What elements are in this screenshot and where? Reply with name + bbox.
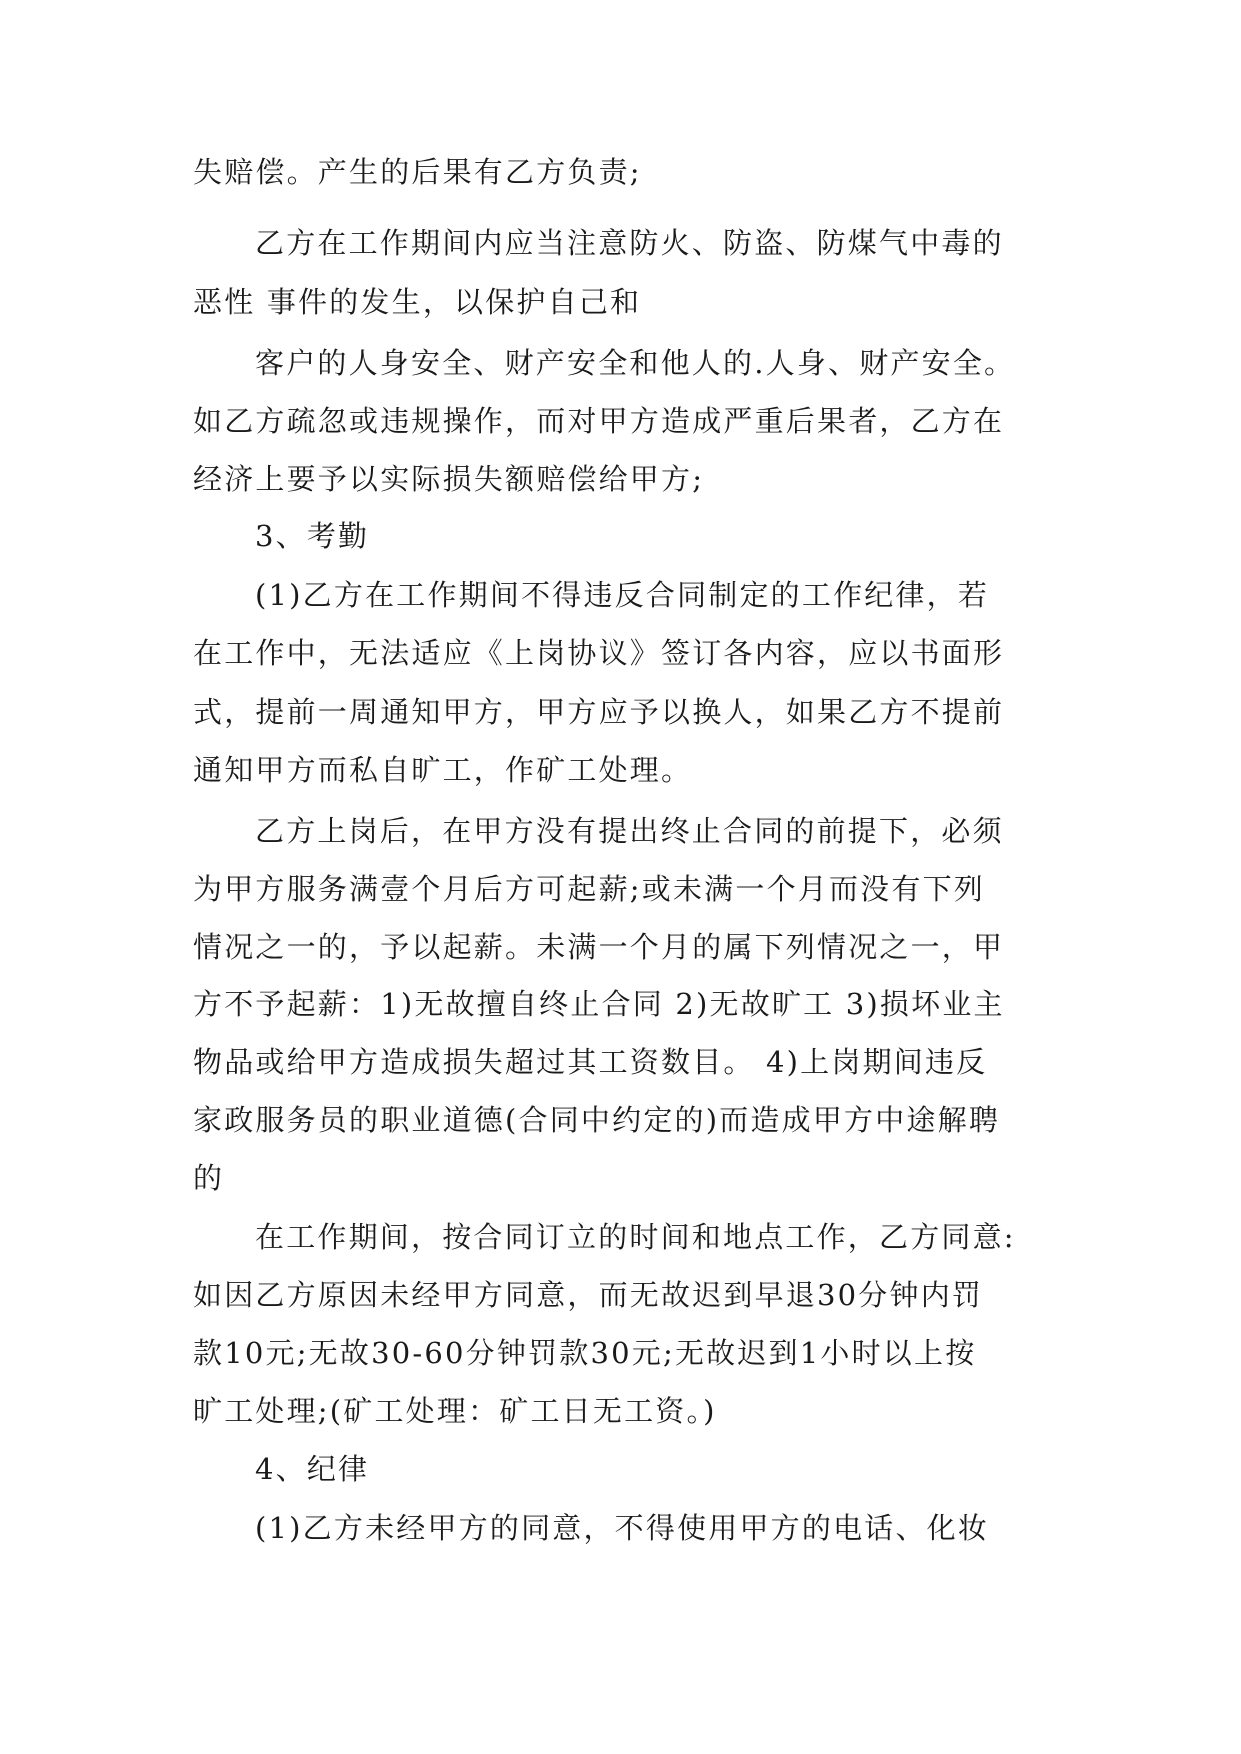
text-line: 款10元;无故30-60分钟罚款30元;无故迟到1小时以上按 [193,1336,977,1370]
section-heading: 3、考勤 [255,519,370,553]
text-line: 如因乙方原因未经甲方同意，而无故迟到早退30分钟内罚 [193,1278,984,1312]
text-line: 恶性 事件的发生，以保护自己和 [193,285,642,319]
text-line: 经济上要予以实际损失额赔偿给甲方; [193,462,705,496]
text-line: (1)乙方未经甲方的同意，不得使用甲方的电话、化妆 [255,1511,990,1545]
text-line: 乙方在工作期间内应当注意防火、防盗、防煤气中毒的 [255,226,1004,260]
text-line: 如乙方疏忽或违规操作，而对甲方造成严重后果者，乙方在 [193,404,1005,438]
text-line: 在工作中，无法适应《上岗协议》签订各内容，应以书面形 [193,636,1005,670]
text-line: 方不予起薪：1)无故擅自终止合同 2)无故旷工 3)损坏业主 [193,987,1005,1021]
text-line: 家政服务员的职业道德(合同中约定的)而造成甲方中途解聘 [193,1103,1001,1137]
text-line: 式，提前一周通知甲方，甲方应予以换人，如果乙方不提前 [193,695,1005,729]
text-line: 的 [193,1161,225,1195]
text-line: 失赔偿。产生的后果有乙方负责; [193,155,642,189]
text-line: 旷工处理;(矿工处理：矿工日无工资。) [193,1394,717,1428]
text-line: 为甲方服务满壹个月后方可起薪;或未满一个月而没有下列 [193,872,985,906]
text-line: 客户的人身安全、财产安全和他人的.人身、财产安全。 [255,346,1016,380]
text-line: (1)乙方在工作期间不得违反合同制定的工作纪律，若 [255,578,990,612]
text-line: 在工作期间，按合同订立的时间和地点工作，乙方同意: [255,1220,1016,1254]
text-line: 通知甲方而私自旷工，作矿工处理。 [193,753,693,787]
text-line: 物品或给甲方造成损失超过其工资数目。 4)上岗期间违反 [193,1045,988,1079]
text-line: 乙方上岗后，在甲方没有提出终止合同的前提下，必须 [255,814,1004,848]
section-heading: 4、纪律 [255,1452,370,1486]
text-line: 情况之一的，予以起薪。未满一个月的属下列情况之一，甲 [193,930,1005,964]
